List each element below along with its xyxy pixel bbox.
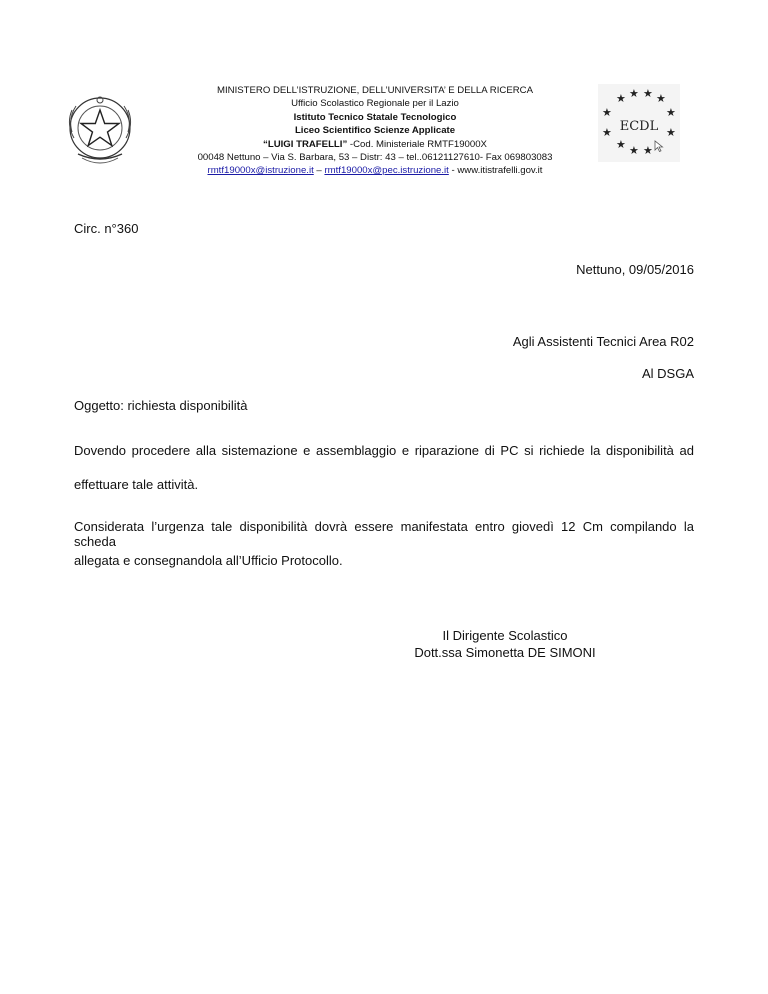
letterhead [150, 84, 600, 178]
signature-title: Il Dirigente Scolastico [442, 628, 568, 643]
paragraph-1-line-1: Dovendo procedere alla sistemazione e assemblaggio e riparazione di PC si richiede la disponibilità ad [74, 443, 694, 458]
signature-name: Dott.ssa Simonetta DE SIMONI [414, 645, 596, 660]
recipient-technicians: Agli Assistenti Tecnici Area R02 [512, 334, 694, 349]
paragraph-1-line-2: effettuare tale attività. [74, 477, 199, 492]
svg-text:★: ★ [616, 92, 626, 105]
svg-text:★: ★ [602, 126, 612, 139]
paragraph-2-line-1: Considerata l’urgenza tale disponibilità dovrà essere manifestata entro giovedì 12 Cm compilando la scheda [74, 519, 694, 549]
svg-text:★: ★ [602, 106, 612, 119]
school-code-line [150, 138, 600, 151]
svg-text:★: ★ [643, 87, 653, 100]
svg-text:★: ★ [643, 144, 653, 157]
liceo-name: Liceo Scientifico Scienze Applicate [294, 125, 456, 137]
place-date: Nettuno, 09/05/2016 [576, 262, 694, 277]
pec-email-link[interactable]: rmtf19000x@pec.istruzione.it [324, 165, 449, 177]
ecdl-logo [598, 84, 680, 162]
svg-text:★: ★ [616, 138, 626, 151]
ministry-name: MINISTERO DELL’ISTRUZIONE, DELL’UNIVERSITA’ E DELLA RICERCA [217, 85, 533, 96]
address-line: 00048 Nettuno – Via S. Barbara, 53 – Distr: 43 – tel..06121127610- Fax 069803083 [197, 152, 553, 164]
school-code: -Cod. Ministeriale RMTF19000X [347, 138, 487, 150]
regional-office: Ufficio Scolastico Regionale per il Lazio [291, 98, 459, 110]
contacts-line [150, 164, 600, 177]
cursor-icon [655, 141, 663, 152]
paragraph-2-line-2: allegata e consegnandola all’Ufficio Protocollo. [74, 553, 343, 568]
subject-line: Oggetto: richiesta disponibilità [74, 398, 248, 413]
email-link[interactable]: rmtf19000x@istruzione.it [207, 165, 314, 177]
svg-text:★: ★ [629, 144, 639, 157]
republic-emblem [60, 88, 140, 168]
institute-name: Istituto Tecnico Statale Tecnologico [293, 111, 457, 123]
recipient-dsga: Al DSGA [641, 366, 694, 381]
contact-separator: – [313, 165, 325, 177]
circular-number: Circ. n°360 [74, 221, 139, 236]
school-name: “LUIGI TRAFELLI” [263, 138, 348, 150]
ecdl-text: ECDL [619, 119, 659, 134]
svg-text:★: ★ [666, 126, 676, 139]
svg-text:★: ★ [629, 87, 639, 100]
website-text: - www.itistrafelli.gov.it [448, 165, 543, 177]
svg-text:★: ★ [656, 92, 666, 105]
svg-text:★: ★ [666, 106, 676, 119]
